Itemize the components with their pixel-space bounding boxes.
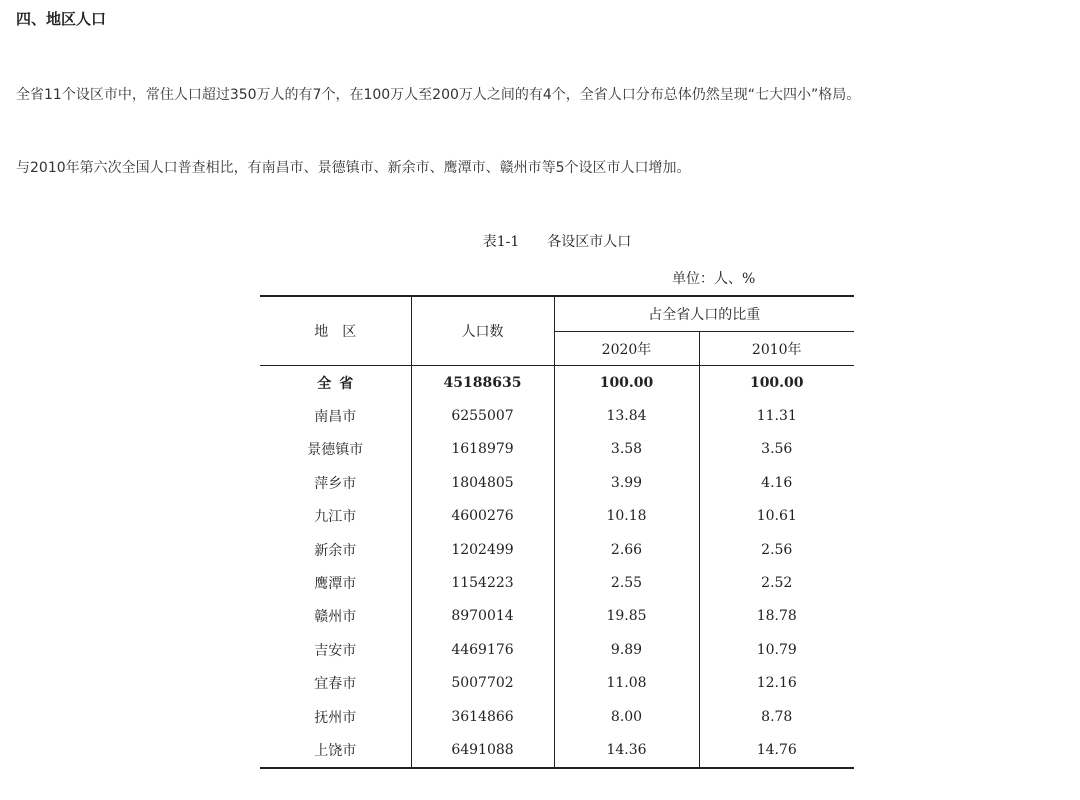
- table-row: [260, 600, 854, 633]
- cell-population: 1154223: [411, 566, 554, 599]
- cell-region: 吉安市: [260, 633, 411, 666]
- cell-region: 新余市: [260, 533, 411, 566]
- header-region: 地区: [260, 296, 411, 366]
- header-share: 占全省人口的比重: [554, 296, 854, 332]
- cell-population: 8970014: [411, 600, 554, 633]
- header-year-2020: 2020年: [554, 332, 699, 366]
- cell-share-2010: 12.16: [756, 675, 797, 692]
- cell-share-2020: 3.58: [554, 433, 699, 466]
- cell-share-2010: 2.56: [761, 541, 793, 558]
- paragraph-comparison: 与2010年第六次全国人口普查相比，有南昌市、景德镇市、新余市、鹰潭市、赣州市等5个设区市人口增加。: [16, 160, 691, 176]
- table-row: [260, 433, 854, 466]
- cell-share-2020: 19.85: [554, 600, 699, 633]
- cell-region: 萍乡市: [260, 466, 411, 499]
- cell-population: 5007702: [411, 667, 554, 700]
- cell-population: 4600276: [411, 500, 554, 533]
- table-row: [260, 667, 854, 700]
- population-table: [260, 295, 854, 769]
- cell-region: 赣州市: [260, 600, 411, 633]
- cell-region: 鹰潭市: [260, 566, 411, 599]
- cell-population: 45188635: [411, 366, 554, 400]
- table-row: [260, 399, 854, 432]
- cell-region: 抚州市: [260, 700, 411, 733]
- cell-share-2020: 2.55: [554, 566, 699, 599]
- cell-region: 景德镇市: [260, 433, 411, 466]
- cell-region: 南昌市: [260, 399, 411, 432]
- cell-region: 全省: [260, 366, 411, 400]
- cell-share-2010: 10.79: [756, 641, 797, 658]
- header-population: 人口数: [411, 296, 554, 366]
- cell-share-2010: 3.56: [761, 441, 793, 458]
- table-row: [260, 566, 854, 599]
- cell-share-2020: 9.89: [554, 633, 699, 666]
- cell-share-2020: 100.00: [554, 366, 699, 400]
- cell-share-2020: 13.84: [554, 399, 699, 432]
- cell-population: 6255007: [411, 399, 554, 432]
- cell-share-2010: 14.76: [699, 733, 854, 767]
- table-caption-title: 各设区市人口: [547, 234, 632, 250]
- table-row: [260, 500, 854, 533]
- cell-share-2010: 100.00: [749, 374, 804, 391]
- cell-share-2020: 14.36: [554, 733, 699, 767]
- cell-population: 4469176: [411, 633, 554, 666]
- table-row: [260, 466, 854, 499]
- cell-share-2020: 10.18: [554, 500, 699, 533]
- cell-share-2010: 18.78: [756, 608, 797, 625]
- cell-population: 1804805: [411, 466, 554, 499]
- table-row-total: [260, 366, 854, 400]
- table-row: [260, 633, 854, 666]
- cell-share-2010: 11.31: [756, 408, 797, 425]
- header-year-2010: 2010年: [699, 332, 854, 366]
- cell-population: 1202499: [411, 533, 554, 566]
- cell-region: 宜春市: [260, 667, 411, 700]
- cell-share-2010: 8.78: [761, 708, 793, 725]
- cell-share-2020: 3.99: [554, 466, 699, 499]
- paragraph-distribution: 全省11个设区市中，常住人口超过350万人的有7个，在100万人至200万人之间的有4个，全省人口分布总体仍然呈现“七大四小”格局。: [16, 87, 861, 103]
- cell-population: 1618979: [411, 433, 554, 466]
- cell-share-2010: 2.52: [761, 575, 793, 592]
- table-row: [260, 533, 854, 566]
- cell-share-2020: 8.00: [554, 700, 699, 733]
- table-unit: 单位：人、%: [672, 271, 756, 287]
- cell-region: 上饶市: [260, 733, 411, 767]
- cell-share-2020: 11.08: [554, 667, 699, 700]
- cell-share-2020: 2.66: [554, 533, 699, 566]
- table-caption: [260, 231, 854, 251]
- table-row: [260, 733, 854, 767]
- section-heading: 四、地区人口: [16, 10, 107, 28]
- cell-population: 3614866: [411, 700, 554, 733]
- cell-region: 九江市: [260, 500, 411, 533]
- cell-share-2010: 10.61: [756, 508, 797, 525]
- cell-share-2010: 4.16: [761, 474, 793, 491]
- cell-population: 6491088: [411, 733, 554, 767]
- table-caption-number: 表1-1: [482, 234, 520, 250]
- table-row: [260, 700, 854, 733]
